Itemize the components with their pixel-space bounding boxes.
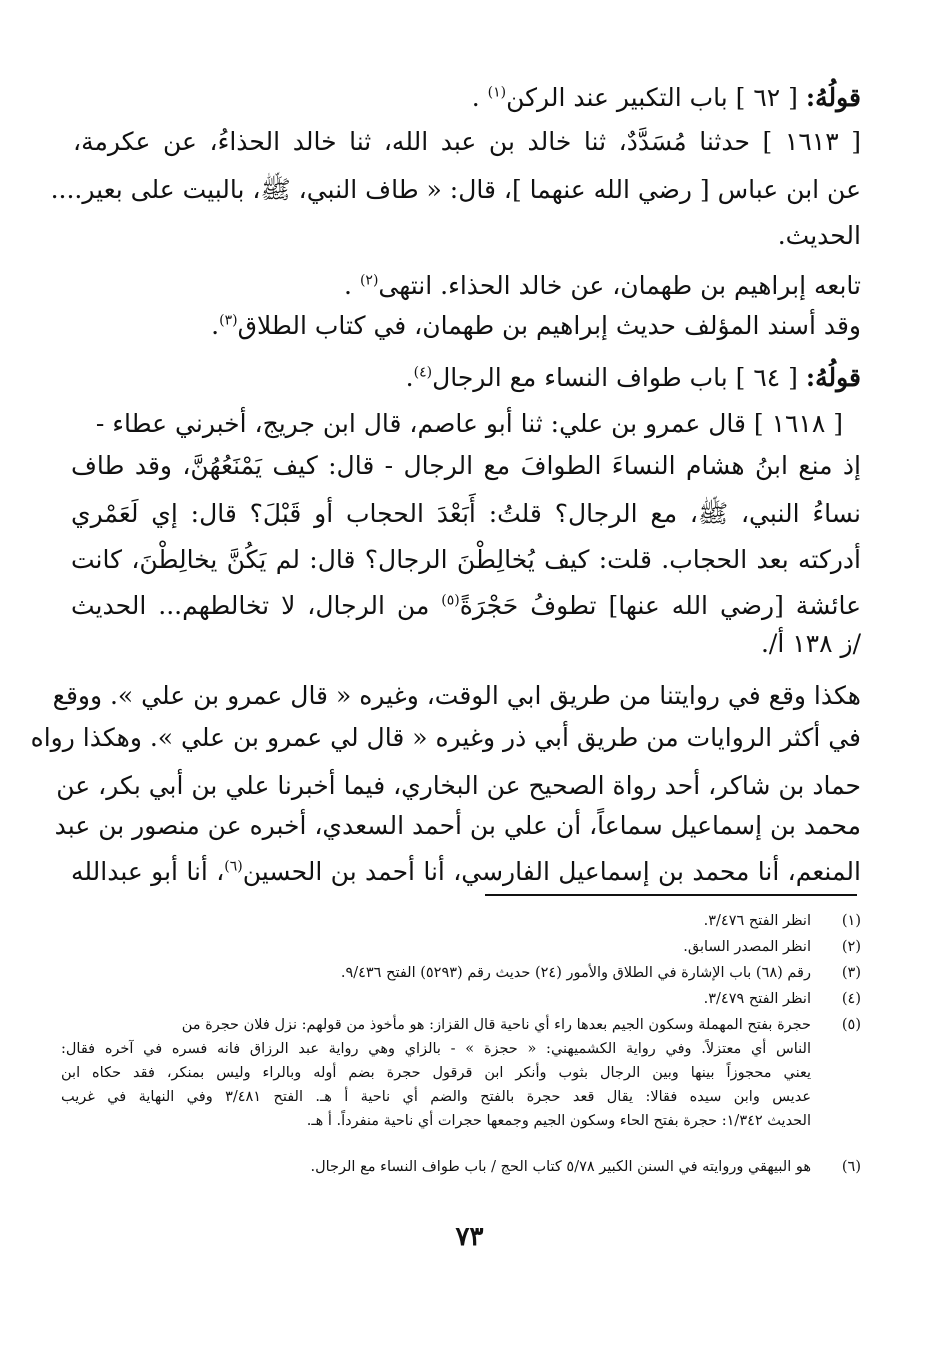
body-line [71,540,861,580]
line-tail: . [211,311,220,340]
footnote [61,936,861,958]
body-line [71,586,861,626]
body-line [71,624,861,664]
line-text: وقد أسند المؤلف حديث إبراهيم بن طهمان، في كتاب الطلاق [237,311,861,340]
line-text: الحديث. [777,221,861,250]
footnote-continuation [61,1086,811,1108]
footnote-text: الناس أي معتزلاً. وفي رواية الكشميهني: « حجزة » - بالزاي وهي رواية عبد الرزاق فانه فسره في آخره فقال: [61,1041,811,1057]
line-tail: ، أنا أبو عبدالله [71,857,225,886]
footnote-ref: (٤) [413,364,433,381]
footnote-text: انظر المصدر السابق. [683,939,811,955]
footnote-text: انظر الفتح ٣/٤٧٦. [703,913,811,929]
footnote-ref: (٦) [224,858,243,875]
line-text: حماد بن شاكر، أحد رواة الصحيح عن البخاري، فيما أخبرنا علي بن أبي بكر، عن [56,771,861,800]
line-text: المنعم، أنا محمد بن إسماعيل الفارسي، أنا أحمد بن الحسين [242,857,861,886]
footnote-text: يعني محجوزاً بينها وبين الرجال بثوب وأنكر ابن قرقول حجرة بضم أوله وبالراء وليس بمنكر، فقد حكاه ابن [61,1065,811,1081]
footnote-number: (٤) [841,991,861,1007]
footnote-text: هو البيهقي وروايته في السنن الكبير ٥/٧٨ كتاب الحج / باب طواف النساء مع الرجال. [310,1159,811,1175]
footnote-ref: (٣) [219,312,238,329]
body-line [71,494,861,534]
section-lead: قولُهُ: [805,83,861,112]
footnote-text: حجرة بفتح المهملة وسكون الجيم بعدها راء أي ناحية قال القزاز: هو مأخوذ من قولهم: نزل فلان حجرة من [181,1017,811,1033]
footnote-text: عديس وابن سيده فقالا: يقال قعد حجرة بالفتح والضم أي ناحية أ هـ. الفتح ٣/٤٨١ وفي النهاية في غريب [61,1089,811,1105]
line-text: إذ منع ابنُ هشام النساءَ الطوافَ مع الرجال - قال: كيف يَمْنَعُهُنَّ، وقد طاف [71,451,862,480]
body-line [71,306,861,346]
footnote-number: (١) [841,913,861,929]
footnote-continuation [61,1038,811,1060]
line-text: [ ١٦١٨ ] قال عمرو بن علي: ثنا أبو عاصم، قال ابن جريج، أخبرني عطاء - [95,409,843,438]
heading-line-62 [71,78,861,118]
body-line [71,446,861,486]
line-text: /ز ١٣٨ أ/. [760,629,861,658]
footnote-separator [485,894,857,896]
footnote-text: الحديث ١/٣٤٢: حجرة بفتح الحاء وسكون الجيم وجمعها حجرات أي ناحية منفرداً. أ هـ. [306,1113,811,1129]
footnote-continuation [61,1110,811,1132]
body-line [52,676,861,716]
body-line [95,404,843,444]
body-line [73,122,861,162]
footnote [61,910,861,932]
body-line [30,718,861,758]
section-lead: قولُهُ: [805,363,861,392]
line-text: تابعه إبراهيم بن طهمان، عن خالد الحذاء. انتهى [378,271,861,300]
footnote [61,962,861,984]
line-text: محمد بن إسماعيل سماعاً، أن علي بن أحمد السعدي، أخبره عن منصور بن عبد [54,811,861,840]
body-line [56,766,861,806]
line-tail: من الرجال، لا تخالطهم... الحديث [71,591,442,620]
line-text: [ ٦٢ ] باب التكبير عند الركن [506,83,806,112]
heading-line-64 [71,358,861,398]
footnote-text: انظر الفتح ٣/٤٧٩. [703,991,811,1007]
footnote-number: (٣) [841,965,861,981]
body-line [71,266,861,306]
footnote-continuation [61,1062,811,1084]
footnote-text: رقم (٦٨) باب الإشارة في الطلاق والأمور (٢٤) حديث رقم (٥٢٩٣) الفتح ٩/٤٣٦. [340,965,811,981]
line-text: نساءُ النبي، ﷺ، مع الرجال؟ قلتُ: أَبَعْدَ الحجاب أو قَبْلَ؟ قال: إي لَعَمْري [71,499,861,528]
body-line [50,170,861,210]
footnote-number: (٥) [841,1017,861,1033]
body-line [54,806,861,846]
footnote [61,1014,861,1036]
body-line [71,852,861,892]
line-text: عائشة [رضي الله عنها] تطوفُ حَجْرَةً [459,591,862,620]
footnote [61,1156,861,1178]
line-tail: . [405,363,414,392]
footnote-number: (٢) [841,939,861,955]
footnote [61,988,861,1010]
line-text: في أكثر الروايات من طريق أبي ذر وغيره « قال لي عمرو بن علي ». وهكذا رواه [30,723,861,752]
line-text: [ ١٦١٣ ] حدثنا مُسَدَّدٌ، ثنا خالد بن عبد الله، ثنا خالد الحذاءُ، عن عكرمة، [73,127,861,156]
footnote-ref: (٥) [441,592,460,609]
line-text: عن ابن عباس [ رضي الله عنهما ]، قال: « طاف النبي، ﷺ، بالبيت على بعير.... [50,175,861,204]
body-line [71,216,861,256]
line-text: أدركته بعد الحجاب. قلت: كيف يُخالِطْنَ الرجال؟ قال: لم يَكُنَّ يخالِطْنَ، كانت [71,545,861,574]
footnote-ref: (١) [487,84,507,101]
page-number: ٧٣ [455,1222,484,1252]
line-text: هكذا وقع في روايتنا من طريق ابي الوقت، وغيره « قال عمرو بن علي ». ووقع [52,681,861,710]
footnote-number: (٦) [841,1159,861,1175]
line-tail: . [344,271,360,300]
line-tail: . [471,83,488,112]
line-text: [ ٦٤ ] باب طواف النساء مع الرجال [432,363,806,392]
footnote-ref: (٢) [359,272,379,289]
